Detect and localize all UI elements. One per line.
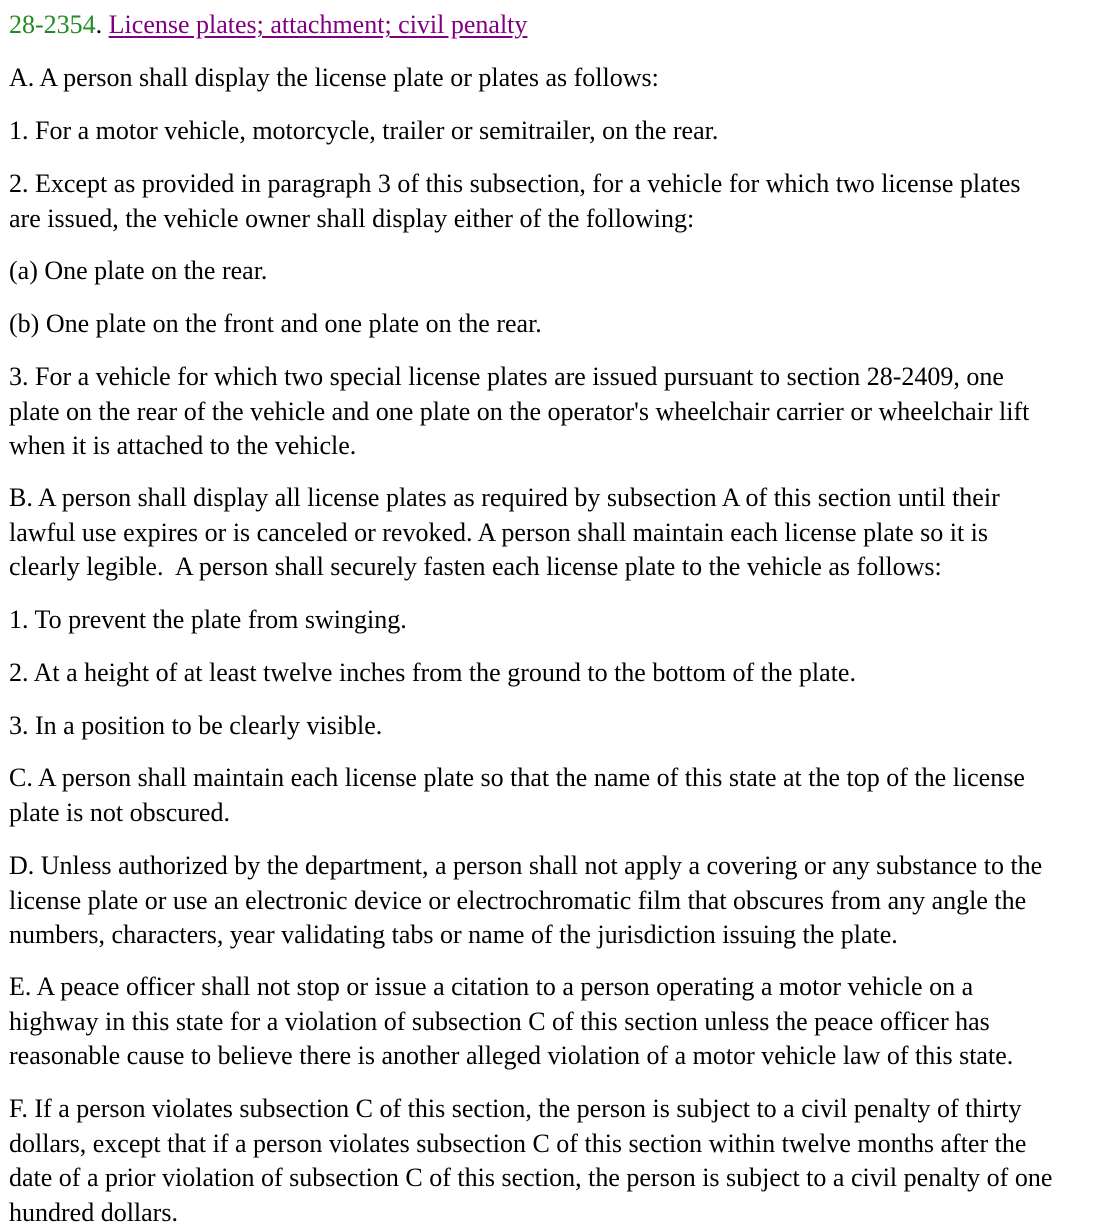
subsection-a-item-2: 2. Except as provided in paragraph 3 of this subsection, for a vehicle for which two license plates are issued, the vehicle owner shall display either of the following: bbox=[9, 169, 1021, 233]
subsection-a-item-1: 1. For a motor vehicle, motorcycle, trailer or semitrailer, on the rear. bbox=[9, 116, 719, 145]
subsection-a-item-2a: (a) One plate on the rear. bbox=[9, 256, 268, 285]
section-title-link[interactable]: License plates; attachment; civil penalty bbox=[108, 10, 528, 39]
heading-separator: . bbox=[95, 10, 109, 39]
subsection-b: B. A person shall display all license plates as required by subsection A of this section until their lawful use expires or is canceled or revoked. A person shall maintain each license plate so it is clearly legible. A person shall securely fasten each license plate to the vehicle as follows: bbox=[9, 483, 1000, 581]
subsection-a: A. A person shall display the license plate or plates as follows: bbox=[9, 63, 659, 92]
subsection-e: E. A peace officer shall not stop or issue a citation to a person operating a motor vehicle on a highway in this state for a violation of subsection C of this section unless the peace officer has reasonable cause to believe there is another alleged violation of a motor vehicle law of this state. bbox=[9, 972, 1014, 1070]
subsection-b-item-2: 2. At a height of at least twelve inches from the ground to the bottom of the plate. bbox=[9, 658, 856, 687]
subsection-a-item-3: 3. For a vehicle for which two special license plates are issued pursuant to section 28-2409, one plate on the rear of the vehicle and one plate on the operator's wheelchair carrier or wheelchair lift when it is attached to the vehicle. bbox=[9, 362, 1030, 460]
section-number: 28-2354 bbox=[9, 10, 96, 39]
subsection-d: D. Unless authorized by the department, a person shall not apply a covering or any substance to the license plate or use an electronic device or electrochromatic film that obscures from any angle the numbers, characters, year validating tabs or name of the jurisdiction issuing the plate. bbox=[9, 851, 1043, 949]
subsection-b-item-1: 1. To prevent the plate from swinging. bbox=[9, 605, 407, 634]
subsection-c: C. A person shall maintain each license plate so that the name of this state at the top of the license plate is not obscured. bbox=[9, 763, 1025, 827]
subsection-a-item-2b: (b) One plate on the front and one plate on the rear. bbox=[9, 309, 542, 338]
section-heading bbox=[9, 8, 527, 42]
subsection-b-item-3: 3. In a position to be clearly visible. bbox=[9, 711, 383, 740]
subsection-f: F. If a person violates subsection C of this section, the person is subject to a civil penalty of thirty dollars, except that if a person violates subsection C of this section within twelve months after the date of a prior violation of subsection C of this section, the person is subject to a civil penalty of one hundred dollars. bbox=[9, 1094, 1053, 1227]
